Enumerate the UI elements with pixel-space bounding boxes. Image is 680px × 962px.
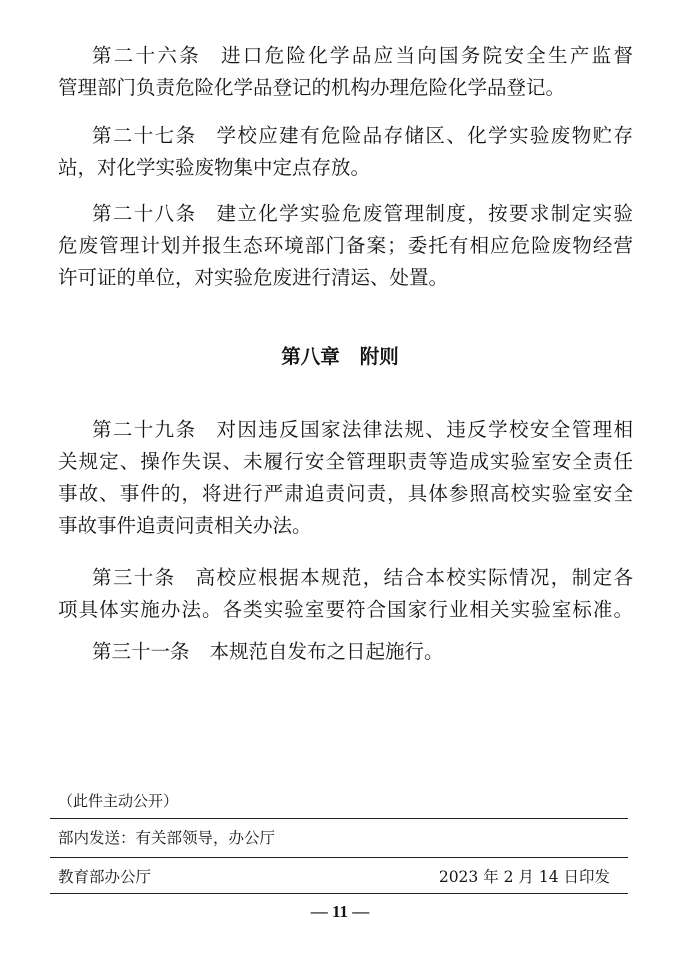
article-line: 第二十八条 建立化学实验危废管理制度，按要求制定实验 [92, 202, 633, 225]
chapter-number: 第八章 [281, 345, 340, 368]
article-line: 事故事件追责问责相关办法。 [58, 514, 312, 537]
article-28 [58, 198, 633, 294]
article-line: 第二十七条 学校应建有危险品存储区、化学实验废物贮存 [92, 124, 633, 147]
article-31 [58, 636, 633, 668]
divider-line [50, 893, 628, 894]
article-number: 第三十一条 [92, 640, 190, 663]
disclosure-note: （此件主动公开） [58, 792, 179, 810]
article-line: 危废管理计划并报生态环境部门备案；委托有相应危险废物经营 [58, 234, 633, 257]
article-26 [58, 40, 633, 104]
issue-date: 2023 年 2 月 14 日印发 [438, 868, 610, 886]
distribution-line: 部内发送：有关部领导，办公厅 [58, 829, 276, 847]
article-line: 许可证的单位，对实验危废进行清运、处置。 [58, 266, 449, 289]
article-27 [58, 120, 633, 184]
page-number: — 11 — [310, 902, 370, 921]
article-number: 第三十条 [92, 566, 176, 589]
article-number: 第二十六条 [92, 44, 202, 67]
article-line: 站，对化学实验废物集中定点存放。 [58, 156, 371, 179]
article-line: 第二十六条 进口危险化学品应当向国务院安全生产监督 [92, 44, 633, 67]
divider-line [50, 818, 628, 819]
issuer: 教育部办公厅 [58, 868, 152, 886]
article-line: 事故、事件的，将进行严肃追责问责，具体参照高校实验室安全 [58, 482, 633, 505]
article-number: 第二十八条 [92, 202, 197, 225]
article-number: 第二十七条 [92, 124, 197, 147]
article-line: 管理部门负责危险化学品登记的机构办理危险化学品登记。 [58, 76, 566, 99]
article-line: 第二十九条 对因违反国家法律法规、违反学校安全管理相 [92, 418, 633, 441]
article-29 [58, 414, 633, 542]
article-line: 第三十条 高校应根据本规范，结合本校实际情况，制定各 [92, 566, 633, 589]
divider-line [50, 857, 628, 858]
article-line: 项具体实施办法。各类实验室要符合国家行业相关实验室标准。 [58, 598, 633, 621]
article-30 [58, 562, 633, 626]
chapter-heading [0, 342, 680, 372]
article-number: 第二十九条 [92, 418, 197, 441]
article-line: 第三十一条 本规范自发布之日起施行。 [92, 640, 444, 663]
chapter-title: 附则 [359, 345, 399, 368]
article-line: 关规定、操作失误、未履行安全管理职责等造成实验室安全责任 [58, 450, 633, 473]
